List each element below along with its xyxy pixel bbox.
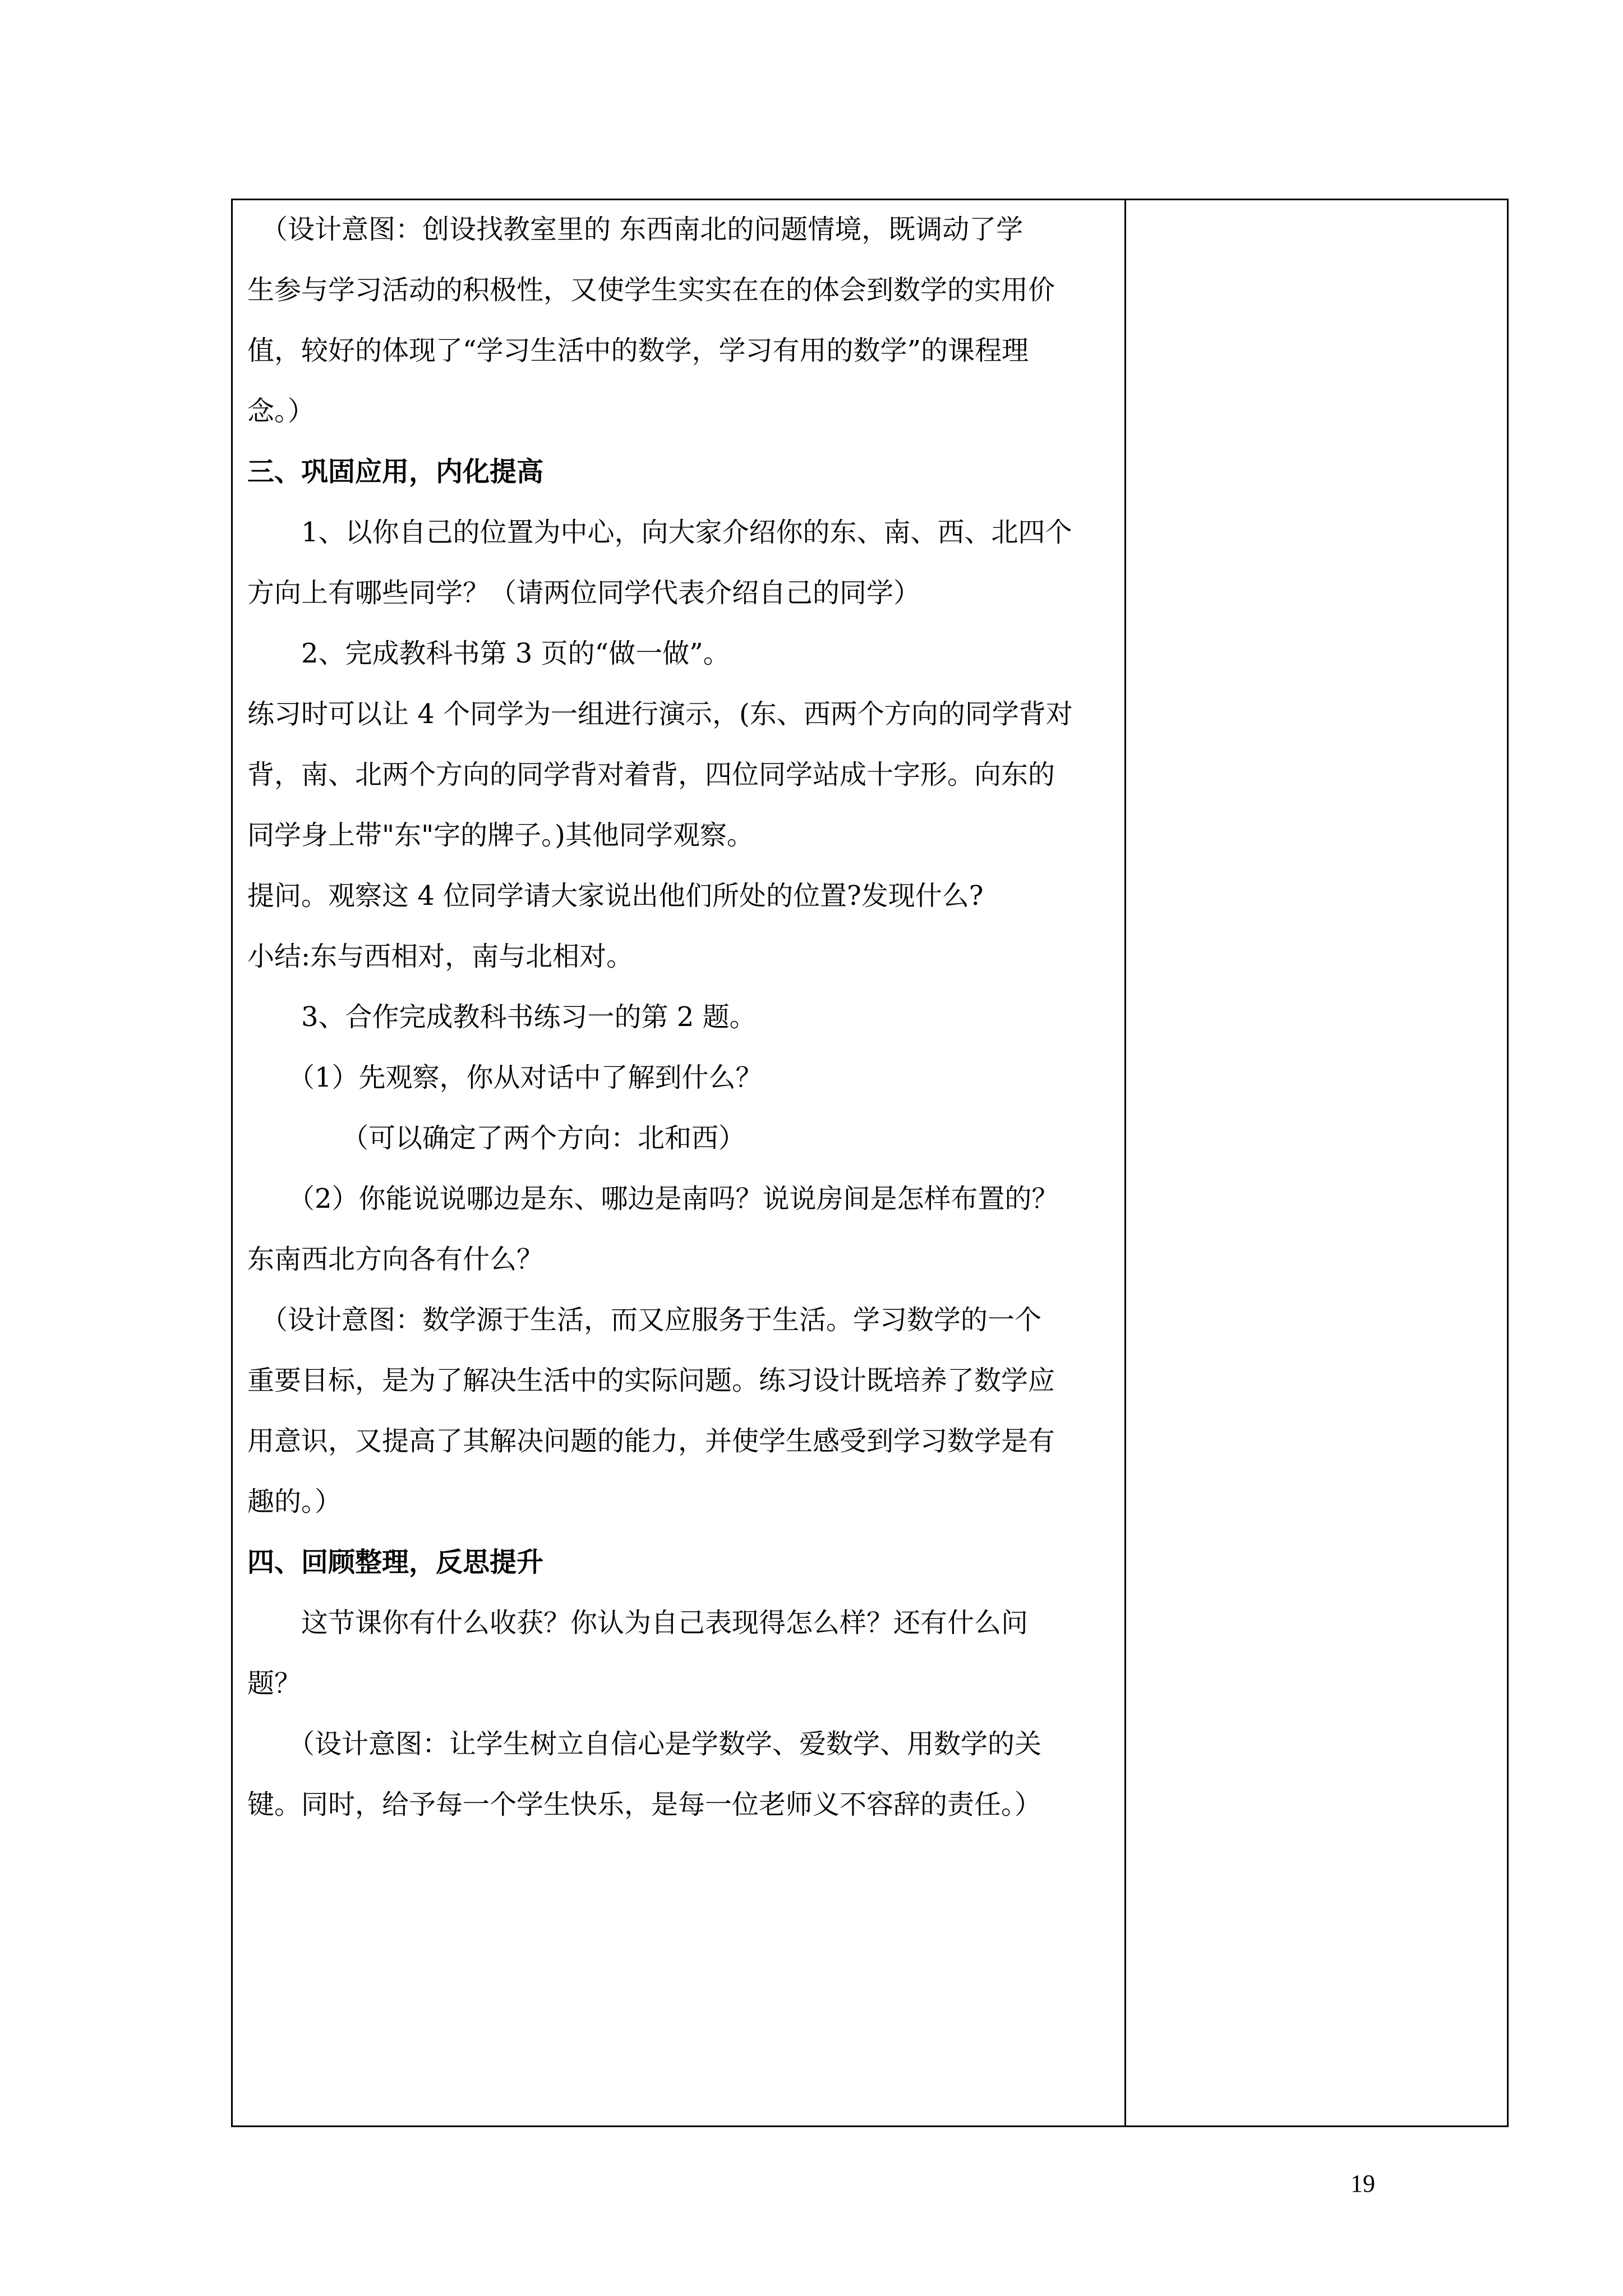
exercise-1-line-2: 方向上有哪些同学？（请两位同学代表介绍自己的同学）: [247, 577, 921, 609]
design-intent-paragraph-1-line-4: 念。）: [247, 395, 315, 427]
design-intent-paragraph-1-line-2: 生参与学习活动的积极性，又使学生实实在在的体会到数学的实用价: [247, 274, 1055, 306]
lesson-plan-table: [231, 199, 1509, 2127]
question-line: 提问。观察这 4 位同学请大家说出他们所处的位置?发现什么?: [247, 880, 984, 912]
design-intent-paragraph-2-line-1: （设计意图：数学源于生活，而又应服务于生活。学习数学的一个: [247, 1304, 1042, 1336]
exercise-3-step-1: （1）先观察，你从对话中了解到什么？: [247, 1062, 763, 1093]
page-number: 19: [1350, 2170, 1375, 2197]
section-heading-4: 四、回顾整理，反思提升: [247, 1547, 544, 1578]
design-intent-paragraph-3-line-2: 键。同时，给予每一个学生快乐，是每一位老师义不容辞的责任。）: [247, 1789, 1042, 1820]
exercise-3-step-2-line-2: 东南西北方向各有什么？: [247, 1244, 544, 1275]
exercise-3-title: 3、合作完成教科书练习一的第 2 题。: [247, 1001, 757, 1033]
summary-line: 小结:东与西相对，南与北相对。: [247, 941, 634, 972]
reflection-question-line-1: 这节课你有什么收获？你认为自己表现得怎么样？还有什么问: [247, 1607, 1029, 1639]
design-intent-paragraph-1-line-1: （设计意图：创设找教室里的 东西南北的问题情境，既调动了学: [247, 214, 1023, 245]
design-intent-paragraph-3-line-1: （设计意图：让学生树立自信心是学数学、爱数学、用数学的关: [247, 1728, 1042, 1760]
exercise-3-step-2-line-1: （2）你能说说哪边是东、哪边是南吗？说说房间是怎样布置的？: [247, 1183, 1059, 1214]
section-heading-3: 三、巩固应用，内化提高: [247, 456, 544, 487]
design-intent-paragraph-2-line-2: 重要目标，是为了解决生活中的实际问题。练习设计既培养了数学应: [247, 1365, 1055, 1396]
exercise-2-title: 2、完成教科书第 3 页的“做一做”。: [247, 638, 730, 669]
practice-line-2: 背，南、北两个方向的同学背对着背，四位同学站成十字形。向东的: [247, 759, 1055, 790]
exercise-3-step-1-answer: （可以确定了两个方向：北和西）: [247, 1122, 746, 1154]
design-intent-paragraph-1-line-3: 值，较好的体现了“学习生活中的数学，学习有用的数学”的课程理: [247, 335, 1029, 366]
notes-cell: [1126, 200, 1507, 2125]
practice-line-3: 同学身上带"东"字的牌子。)其他同学观察。: [247, 820, 754, 851]
exercise-1-line-1: 1、以你自己的位置为中心，向大家介绍你的东、南、西、北四个: [247, 517, 1072, 548]
practice-line-1: 练习时可以让 4 个同学为一组进行演示，(东、西两个方向的同学背对: [247, 698, 1073, 730]
design-intent-paragraph-2-line-3: 用意识，又提高了其解决问题的能力，并使学生感受到学习数学是有: [247, 1425, 1055, 1457]
reflection-question-line-2: 题？: [247, 1668, 302, 1699]
design-intent-paragraph-2-line-4: 趣的。）: [247, 1486, 342, 1517]
lesson-content-cell: [247, 200, 1113, 2125]
